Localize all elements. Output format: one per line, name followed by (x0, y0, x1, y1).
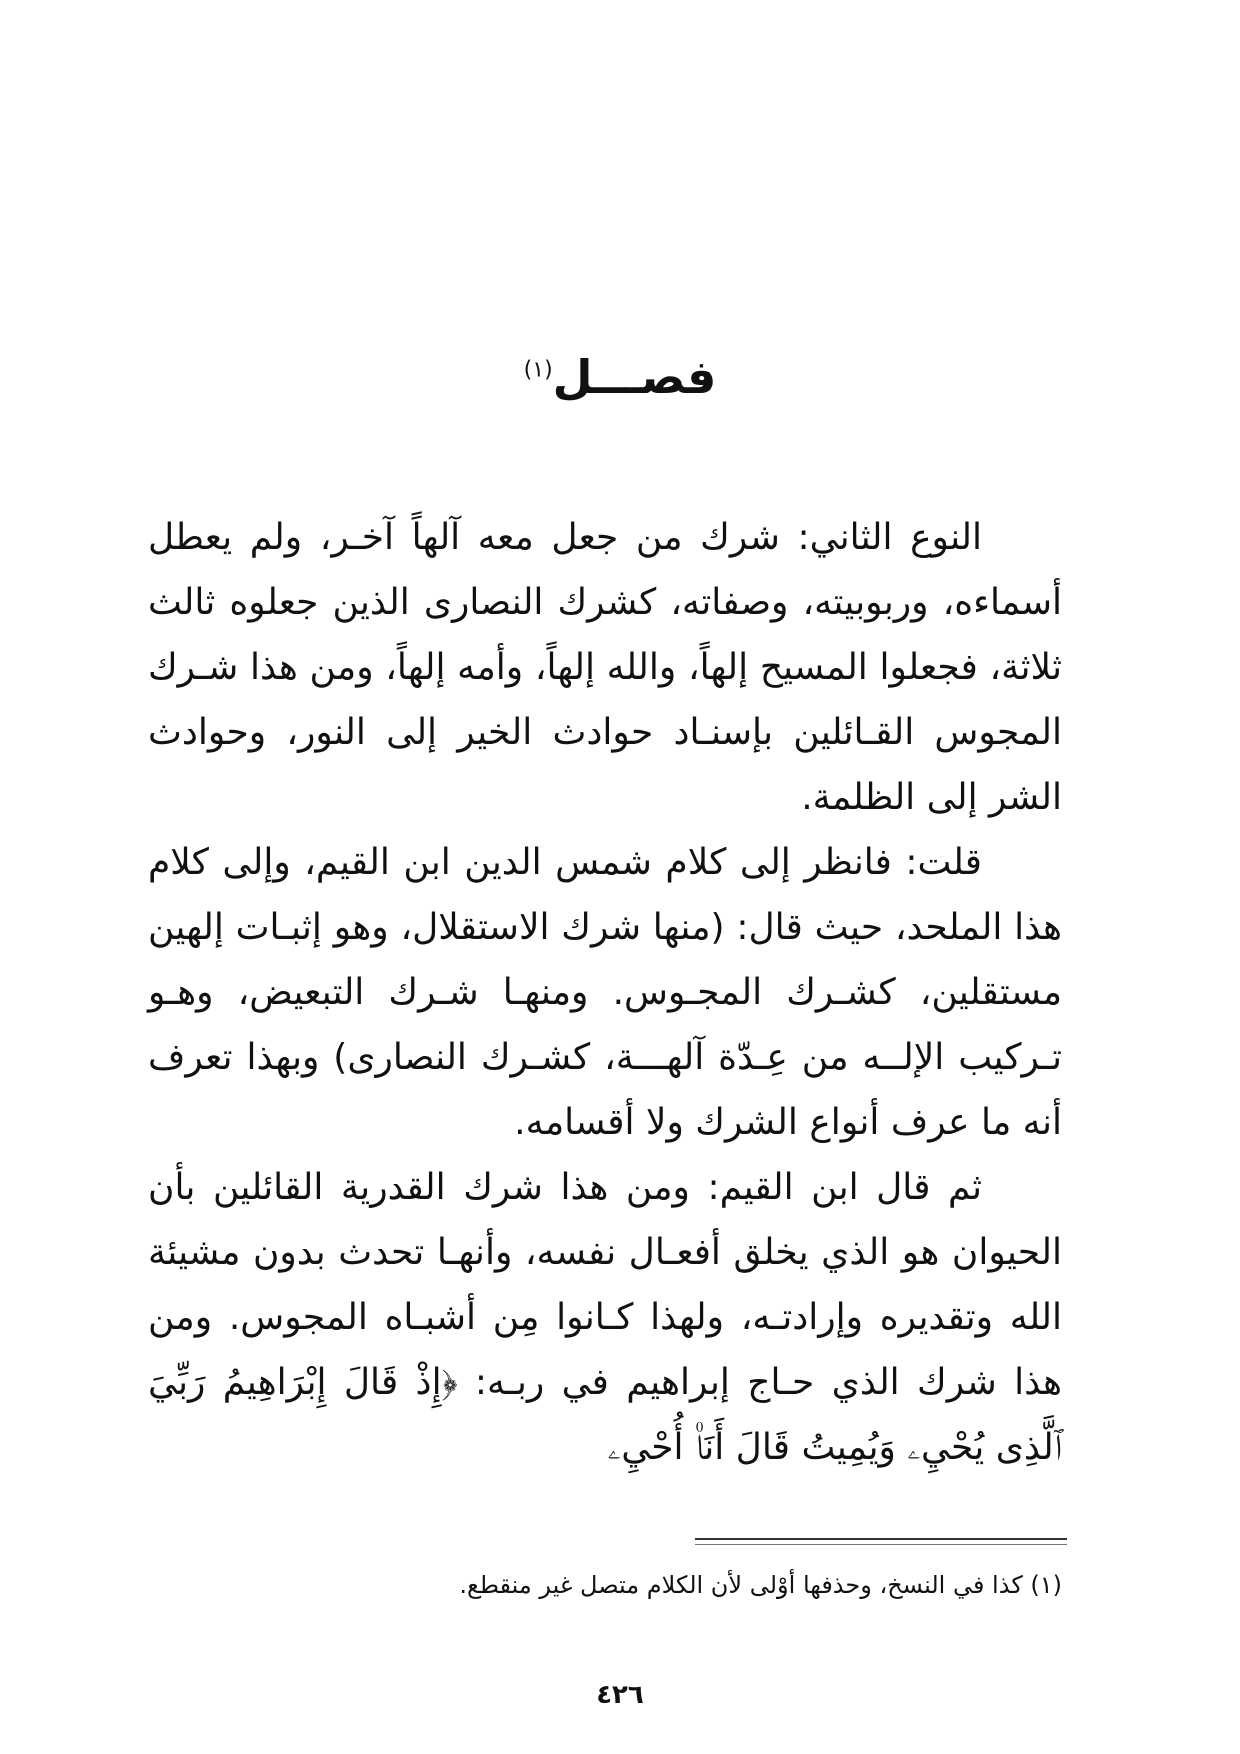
page-number: ٤٢٦ (596, 1680, 644, 1710)
footnote: (١) كذا في النسخ، وحذفها أوْلى لأن الكلام متصل غير منقطع. (459, 1571, 1062, 1599)
heading-footnote-marker: (١) (523, 357, 553, 383)
section-heading (0, 350, 1240, 405)
paragraph-third: ثم قال ابن القيم: ومن هذا شرك القدرية القائلين بأن الحيوان هو الذي يخلق أفعـال نفسه، وأنهـا تحدث بدون مشيئة الله وتقديره وإرادتـه، ولهذا كـانوا مِن أشبـاه المجوس. ومن هذا شرك الذي حـاج إبراهيم في ربـه: ﴿إِذْ قَالَ إِبْرَاهِيمُ رَبِّيَ ٱلَّذِى يُحْيِۦ وَيُمِيتُ قَالَ أَنَا۠ أُحْيِۦ (148, 1167, 1062, 1468)
main-text (148, 505, 1062, 1480)
section-title: فصـــل (552, 350, 717, 404)
paragraph-first: النوع الثاني: شرك من جعل معه آلهاً آخـر، ولم يعطل أسماءه، وربوبيته، وصفاته، كشرك النصارى الذين جعلوه ثالث ثلاثة، فجعلوا المسيح إلهاً، والله إلهاً، وأمه إلهاً، ومن هذا شـرك المجوس القـائلين بإسنـاد حوادث الخير إلى النور، وحوادث الشر إلى الظلمة. (148, 517, 1062, 818)
footnote-divider (695, 1538, 1067, 1545)
paragraph-second: قلت: فانظر إلى كلام شمس الدين ابن القيم، وإلى كلام هذا الملحد، حيث قال: (منها شرك الاستقلال، وهو إثبـات إلهين مستقلين، كشـرك المجـوس. ومنهـا شـرك التبعيض، وهـو تـركيب الإلــه من عِـدّة آلهـــة، كشـرك النصارى) وبهذا تعرف أنه ما عرف أنواع الشرك ولا أقسامه. (148, 842, 1062, 1143)
